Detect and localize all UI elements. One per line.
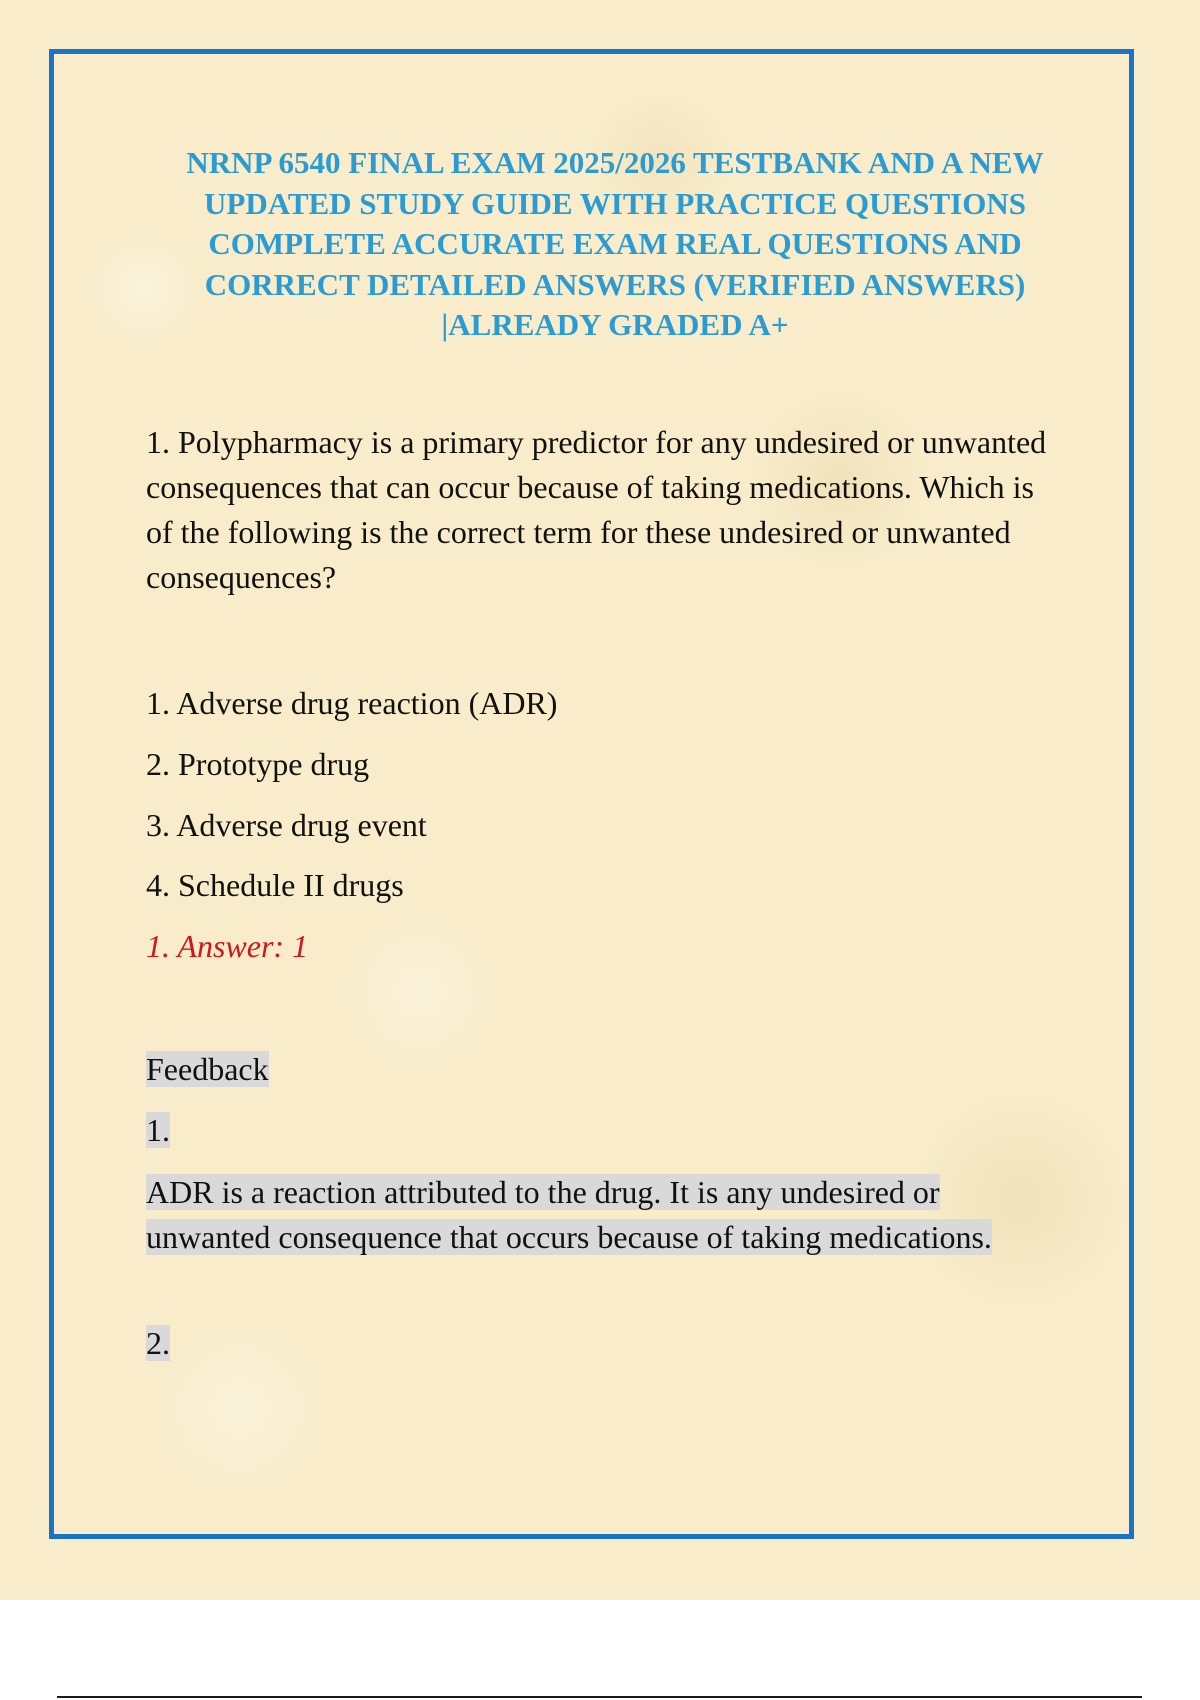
feedback-heading-text: Feedback bbox=[146, 1051, 269, 1087]
feedback-heading bbox=[146, 1049, 269, 1089]
option-2: 2. Prototype drug bbox=[146, 746, 370, 782]
answer-line: 1. Answer: 1 bbox=[146, 928, 309, 964]
option-3: 3. Adverse drug event bbox=[146, 807, 427, 843]
feedback-item-number bbox=[146, 1110, 170, 1150]
question-text: 1. Polypharmacy is a primary predictor for any undesired or unwanted consequences that can occur because of taking medications. Which is of the following is the correct term for these undesired or unwanted consequences? bbox=[146, 424, 1047, 595]
document-title: NRNP 6540 FINAL EXAM 2025/2026 TESTBANK AND A NEW UPDATED STUDY GUIDE WITH PRACTICE QUESTIONS COMPLETE ACCURATE EXAM REAL QUESTIONS AND CORRECT DETAILED ANSWERS (VERIFIED ANSWERS) |ALREADY GRADED A+ bbox=[186, 145, 1044, 342]
feedback-item-2-number: 2. bbox=[146, 1325, 170, 1361]
footer-divider bbox=[57, 1696, 1142, 1698]
feedback-item-number bbox=[146, 1323, 170, 1363]
option-4: 4. Schedule II drugs bbox=[146, 867, 404, 903]
feedback-item-1-number: 1. bbox=[146, 1112, 170, 1148]
feedback-item-text bbox=[146, 1170, 1066, 1260]
option-1: 1. Adverse drug reaction (ADR) bbox=[146, 685, 558, 721]
feedback-item-1-text: ADR is a reaction attributed to the drug. It is any undesired or unwanted consequence that occurs because of taking medications. bbox=[146, 1174, 992, 1255]
